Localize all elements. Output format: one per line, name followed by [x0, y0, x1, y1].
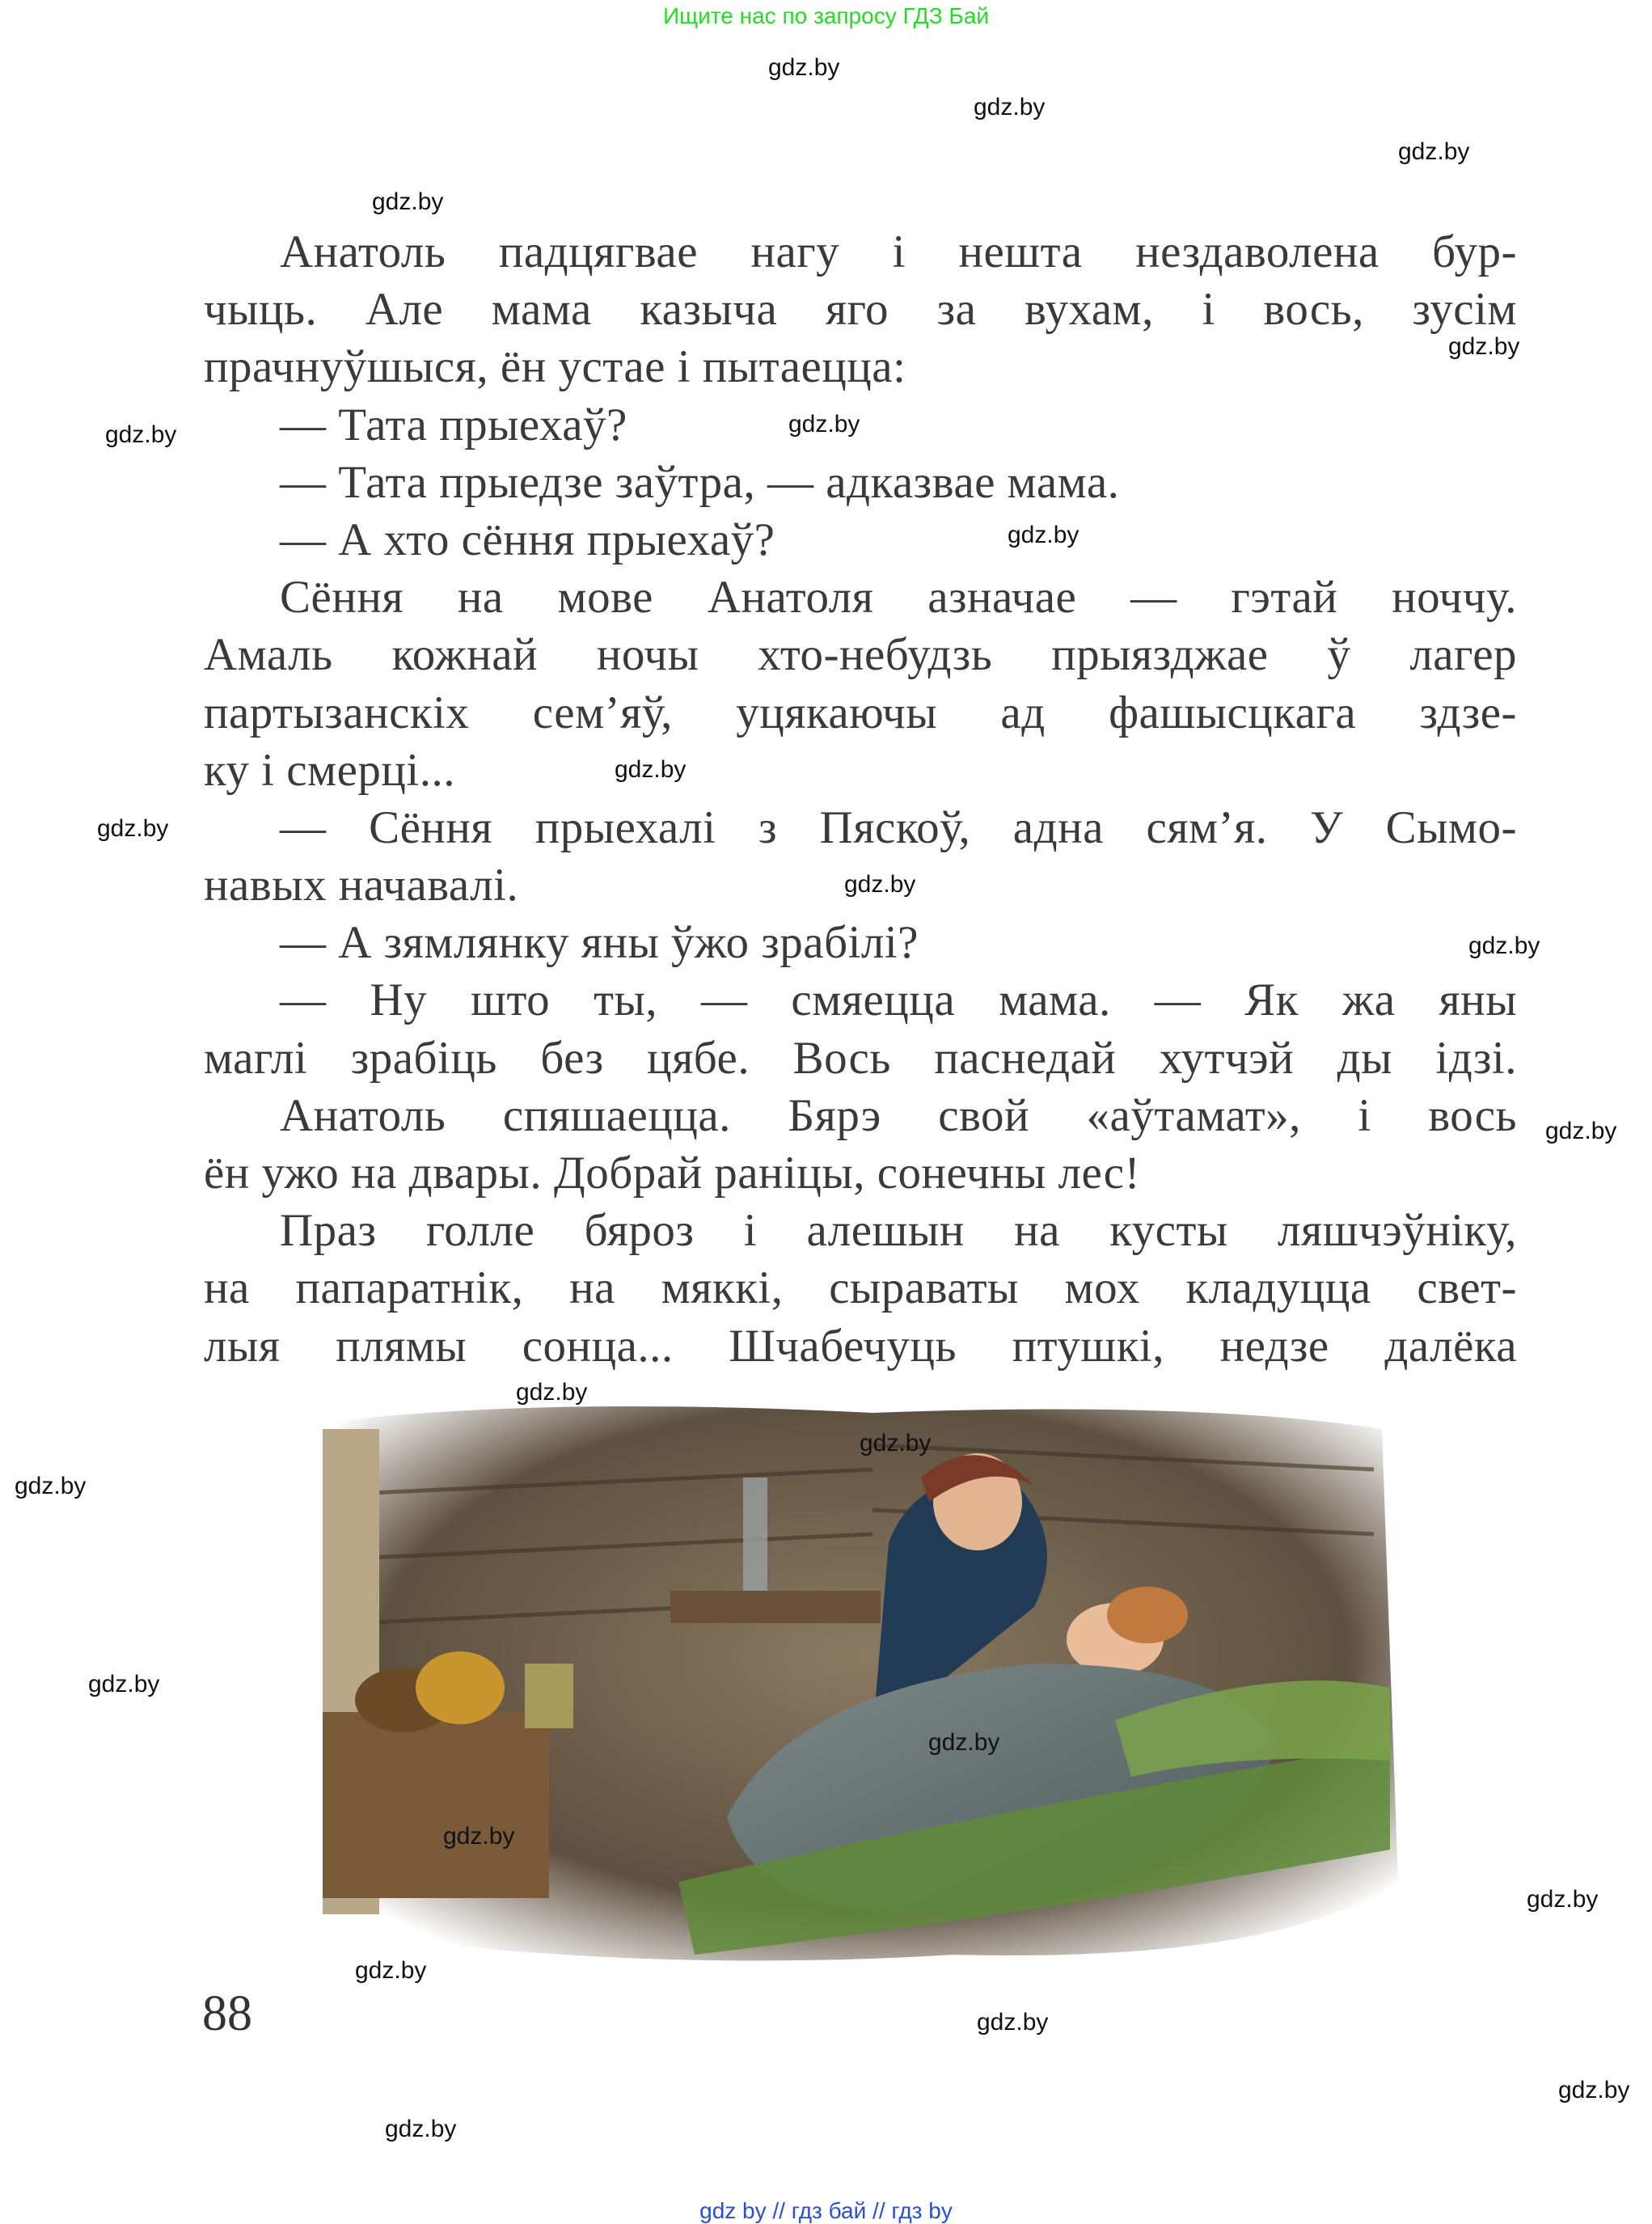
text-line: Анатоль спяшаецца. Бярэ свой «аўтамат», і вось [280, 1089, 1517, 1141]
illustration-mother-and-child-in-dugout [306, 1397, 1411, 1974]
watermark: gdz.by [355, 1957, 427, 1984]
text-line: — А хто сёння прыехаў? [280, 514, 775, 565]
watermark: gdz.by [928, 1729, 1000, 1756]
text-line: Праз голле бяроз і алешын на кусты ляшчэўніку, [280, 1205, 1517, 1257]
watermark: gdz.by [88, 1671, 160, 1698]
text-line: Анатоль падцягвае нагу і нешта нездаволена бур- [280, 226, 1517, 277]
text-line: ён ужо на двары. Добрай раніцы, сонечны лес! [204, 1148, 1141, 1199]
text-line: навых начавалі. [204, 860, 519, 911]
text-line: на папаратнік, на мяккі, сыраваты мох кладуцца свет- [204, 1262, 1517, 1314]
watermark: gdz.by [860, 1430, 932, 1457]
watermark: gdz.by [974, 94, 1046, 121]
text-line: Сёння на мове Анатоля азначае — гэтай ноччу. [280, 572, 1517, 624]
story-text [204, 223, 1520, 1375]
watermark: gdz.by [97, 815, 169, 842]
text-line: — Тата прыедзе заўтра, — адказвае мама. [280, 456, 1120, 508]
text-line: партызанскіх сем’яў, уцякаючы ад фашысцкага здзе- [204, 687, 1517, 738]
watermark: gdz.by [977, 2009, 1049, 2036]
watermark: gdz.by [1398, 138, 1470, 165]
footer-links[interactable]: gdz by // гдз бай // гдз by [699, 2198, 953, 2223]
watermark: gdz.by [372, 188, 444, 215]
watermark: gdz.by [768, 54, 840, 81]
watermark: gdz.by [385, 2116, 457, 2142]
watermark: gdz.by [1468, 932, 1540, 959]
watermark: gdz.by [1448, 333, 1520, 360]
text-line: Амаль кожнай ночы хто-небудзь прыязджае ў лагер [204, 629, 1517, 681]
text-line: — Тата прыехаў? [280, 399, 627, 450]
watermark: gdz.by [844, 871, 916, 898]
text-line: лыя плямы сонца... Шчабечуць птушкі, недзе далёка [204, 1320, 1517, 1372]
watermark: gdz.by [1008, 522, 1080, 548]
text-line: — Ну што ты, — смяецца мама. — Як жа яны [280, 975, 1517, 1026]
watermark: gdz.by [105, 421, 177, 448]
watermark: gdz.by [788, 411, 860, 438]
text-line: — Сёння прыехалі з Пяскоў, адна сям’я. У Сымо- [280, 801, 1517, 853]
text-line: маглі зрабіць без цябе. Вось паснедай хутчэй ды ідзі. [204, 1032, 1517, 1084]
watermark: gdz.by [15, 1473, 87, 1499]
search-hint-banner[interactable]: Ищите нас по запросу ГДЗ Бай [662, 3, 990, 28]
watermark: gdz.by [443, 1823, 515, 1850]
watermark: gdz.by [615, 756, 687, 783]
text-line: ку і смерці... [204, 744, 455, 796]
text-line: прачнуўшыся, ён устае і пытаецца: [204, 341, 906, 393]
watermark: gdz.by [516, 1379, 588, 1406]
watermark: gdz.by [1527, 1886, 1599, 1913]
text-line: чыць. Але мама казыча яго за вухам, і вось, зусім [204, 284, 1517, 336]
text-line: — А зямлянку яны ўжо зрабілі? [280, 917, 919, 969]
watermark: gdz.by [1558, 2077, 1630, 2103]
watermark: gdz.by [1545, 1118, 1617, 1144]
page-number: 88 [202, 1986, 252, 2041]
